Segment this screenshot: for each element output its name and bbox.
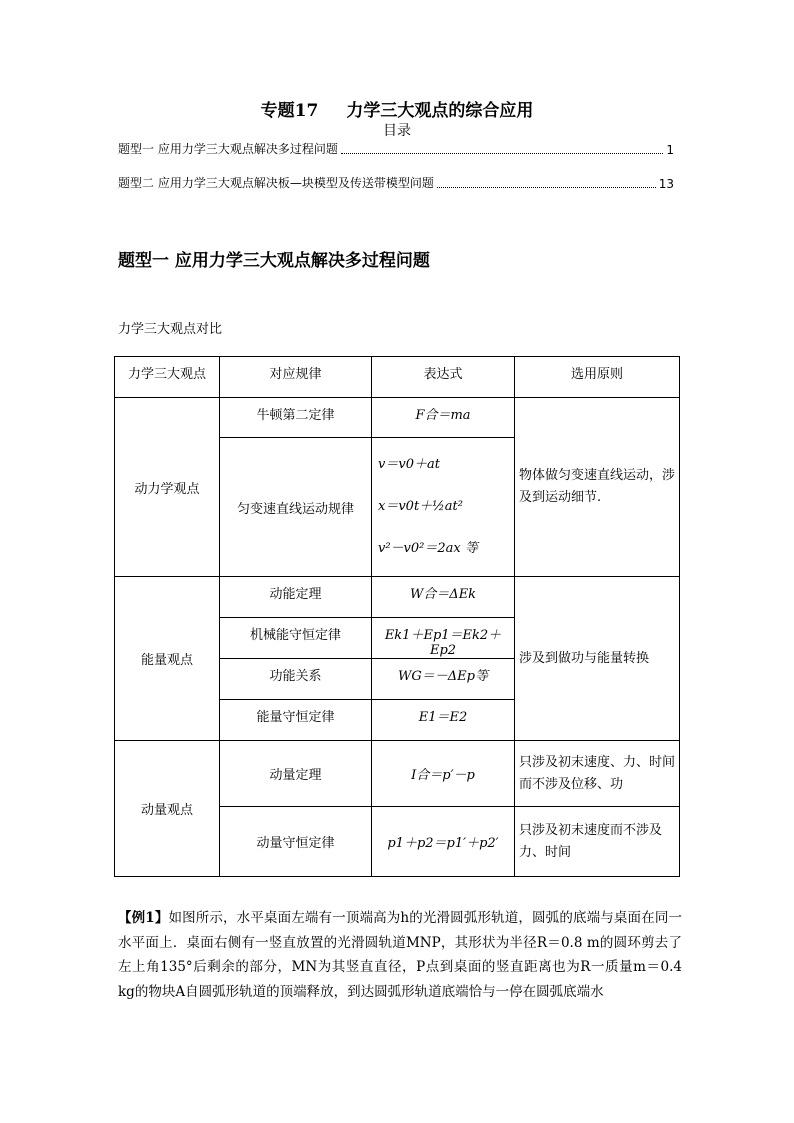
expr-line: v＝v0＋at — [378, 457, 440, 472]
table-row — [115, 398, 680, 438]
expr-cell: W合＝ΔEk — [372, 577, 515, 618]
intro-text: 力学三大观点对比 — [118, 322, 223, 337]
toc-entry-page: 13 — [658, 177, 674, 191]
toc-entry-1[interactable] — [118, 140, 674, 157]
expr-cell: I合＝p′－p — [372, 741, 515, 807]
table-header-row — [115, 357, 680, 398]
example-paragraph — [118, 906, 682, 1004]
toc-leader — [341, 153, 664, 154]
example-tag: 【例1】 — [118, 910, 169, 926]
toc-entry-label: 题型二 应用力学三大观点解决板—块模型及传送带模型问题 — [118, 176, 434, 190]
example-text: 如图所示，水平桌面左端有一顶端高为h的光滑圆弧形轨道，圆弧的底端与桌面在同一水平面上．桌面右侧有一竖直放置的光滑圆轨道MNP，其形状为半径R＝0.8 m的圆环剪去了左上角135°后剩余的部分，MN为其竖直直径，P点到桌面的竖直距离也为R一质量m＝0.4 kg的物块A自圆弧形轨道的顶端释放，到达圆弧形轨道底端恰与一停在圆弧底端水 — [118, 910, 682, 1000]
expr-line: x＝v0t＋½at² — [378, 499, 463, 514]
rule-cell: 牛顿第二定律 — [220, 398, 372, 438]
toc-entry-label: 题型一 应用力学三大观点解决多过程问题 — [118, 142, 338, 156]
expr-cell: WG＝－ΔEp等 — [372, 659, 515, 700]
expr-cell: Ek1＋Ep1＝Ek2＋Ep2 — [372, 618, 515, 659]
comparison-table — [114, 356, 680, 877]
title-number: 专题17 — [260, 101, 319, 121]
toc-entry-2[interactable] — [118, 174, 674, 191]
principle-cell: 只涉及初末速度、力、时间而不涉及位移、功 — [515, 741, 680, 807]
rule-cell: 能量守恒定律 — [220, 700, 372, 741]
header-cell: 对应规律 — [220, 357, 372, 398]
rule-cell: 功能关系 — [220, 659, 372, 700]
rule-cell: 动量定理 — [220, 741, 372, 807]
rule-cell: 动能定理 — [220, 577, 372, 618]
header-cell: 选用原则 — [515, 357, 680, 398]
principle-cell: 只涉及初末速度而不涉及力、时间 — [515, 807, 680, 877]
table-row — [115, 741, 680, 807]
section-heading: 题型一 应用力学三大观点解决多过程问题 — [118, 251, 430, 271]
rule-cell: 机械能守恒定律 — [220, 618, 372, 659]
title-text: 力学三大观点的综合应用 — [346, 101, 534, 121]
header-cell: 表达式 — [372, 357, 515, 398]
expr-cell: p1＋p2＝p1′＋p2′ — [372, 807, 515, 877]
expr-line: v²－v0²＝2ax 等 — [378, 541, 478, 556]
principle-cell: 物体做匀变速直线运动，涉及到运动细节. — [515, 398, 680, 577]
group-energy: 能量观点 — [115, 577, 220, 741]
rule-cell: 匀变速直线运动规律 — [220, 438, 372, 577]
toc-leader — [437, 187, 656, 188]
toc-entry-page: 1 — [666, 143, 674, 157]
rule-cell: 动量守恒定律 — [220, 807, 372, 877]
group-dynamics: 动力学观点 — [115, 398, 220, 577]
expr-cell — [372, 438, 515, 577]
toc-heading: 目录 — [383, 123, 411, 139]
principle-cell: 涉及到做功与能量转换 — [515, 577, 680, 741]
group-momentum: 动量观点 — [115, 741, 220, 877]
header-cell: 力学三大观点 — [115, 357, 220, 398]
table-row — [115, 577, 680, 618]
page-title — [0, 96, 794, 121]
expr-cell: F合＝ma — [372, 398, 515, 438]
expr-cell: E1＝E2 — [372, 700, 515, 741]
